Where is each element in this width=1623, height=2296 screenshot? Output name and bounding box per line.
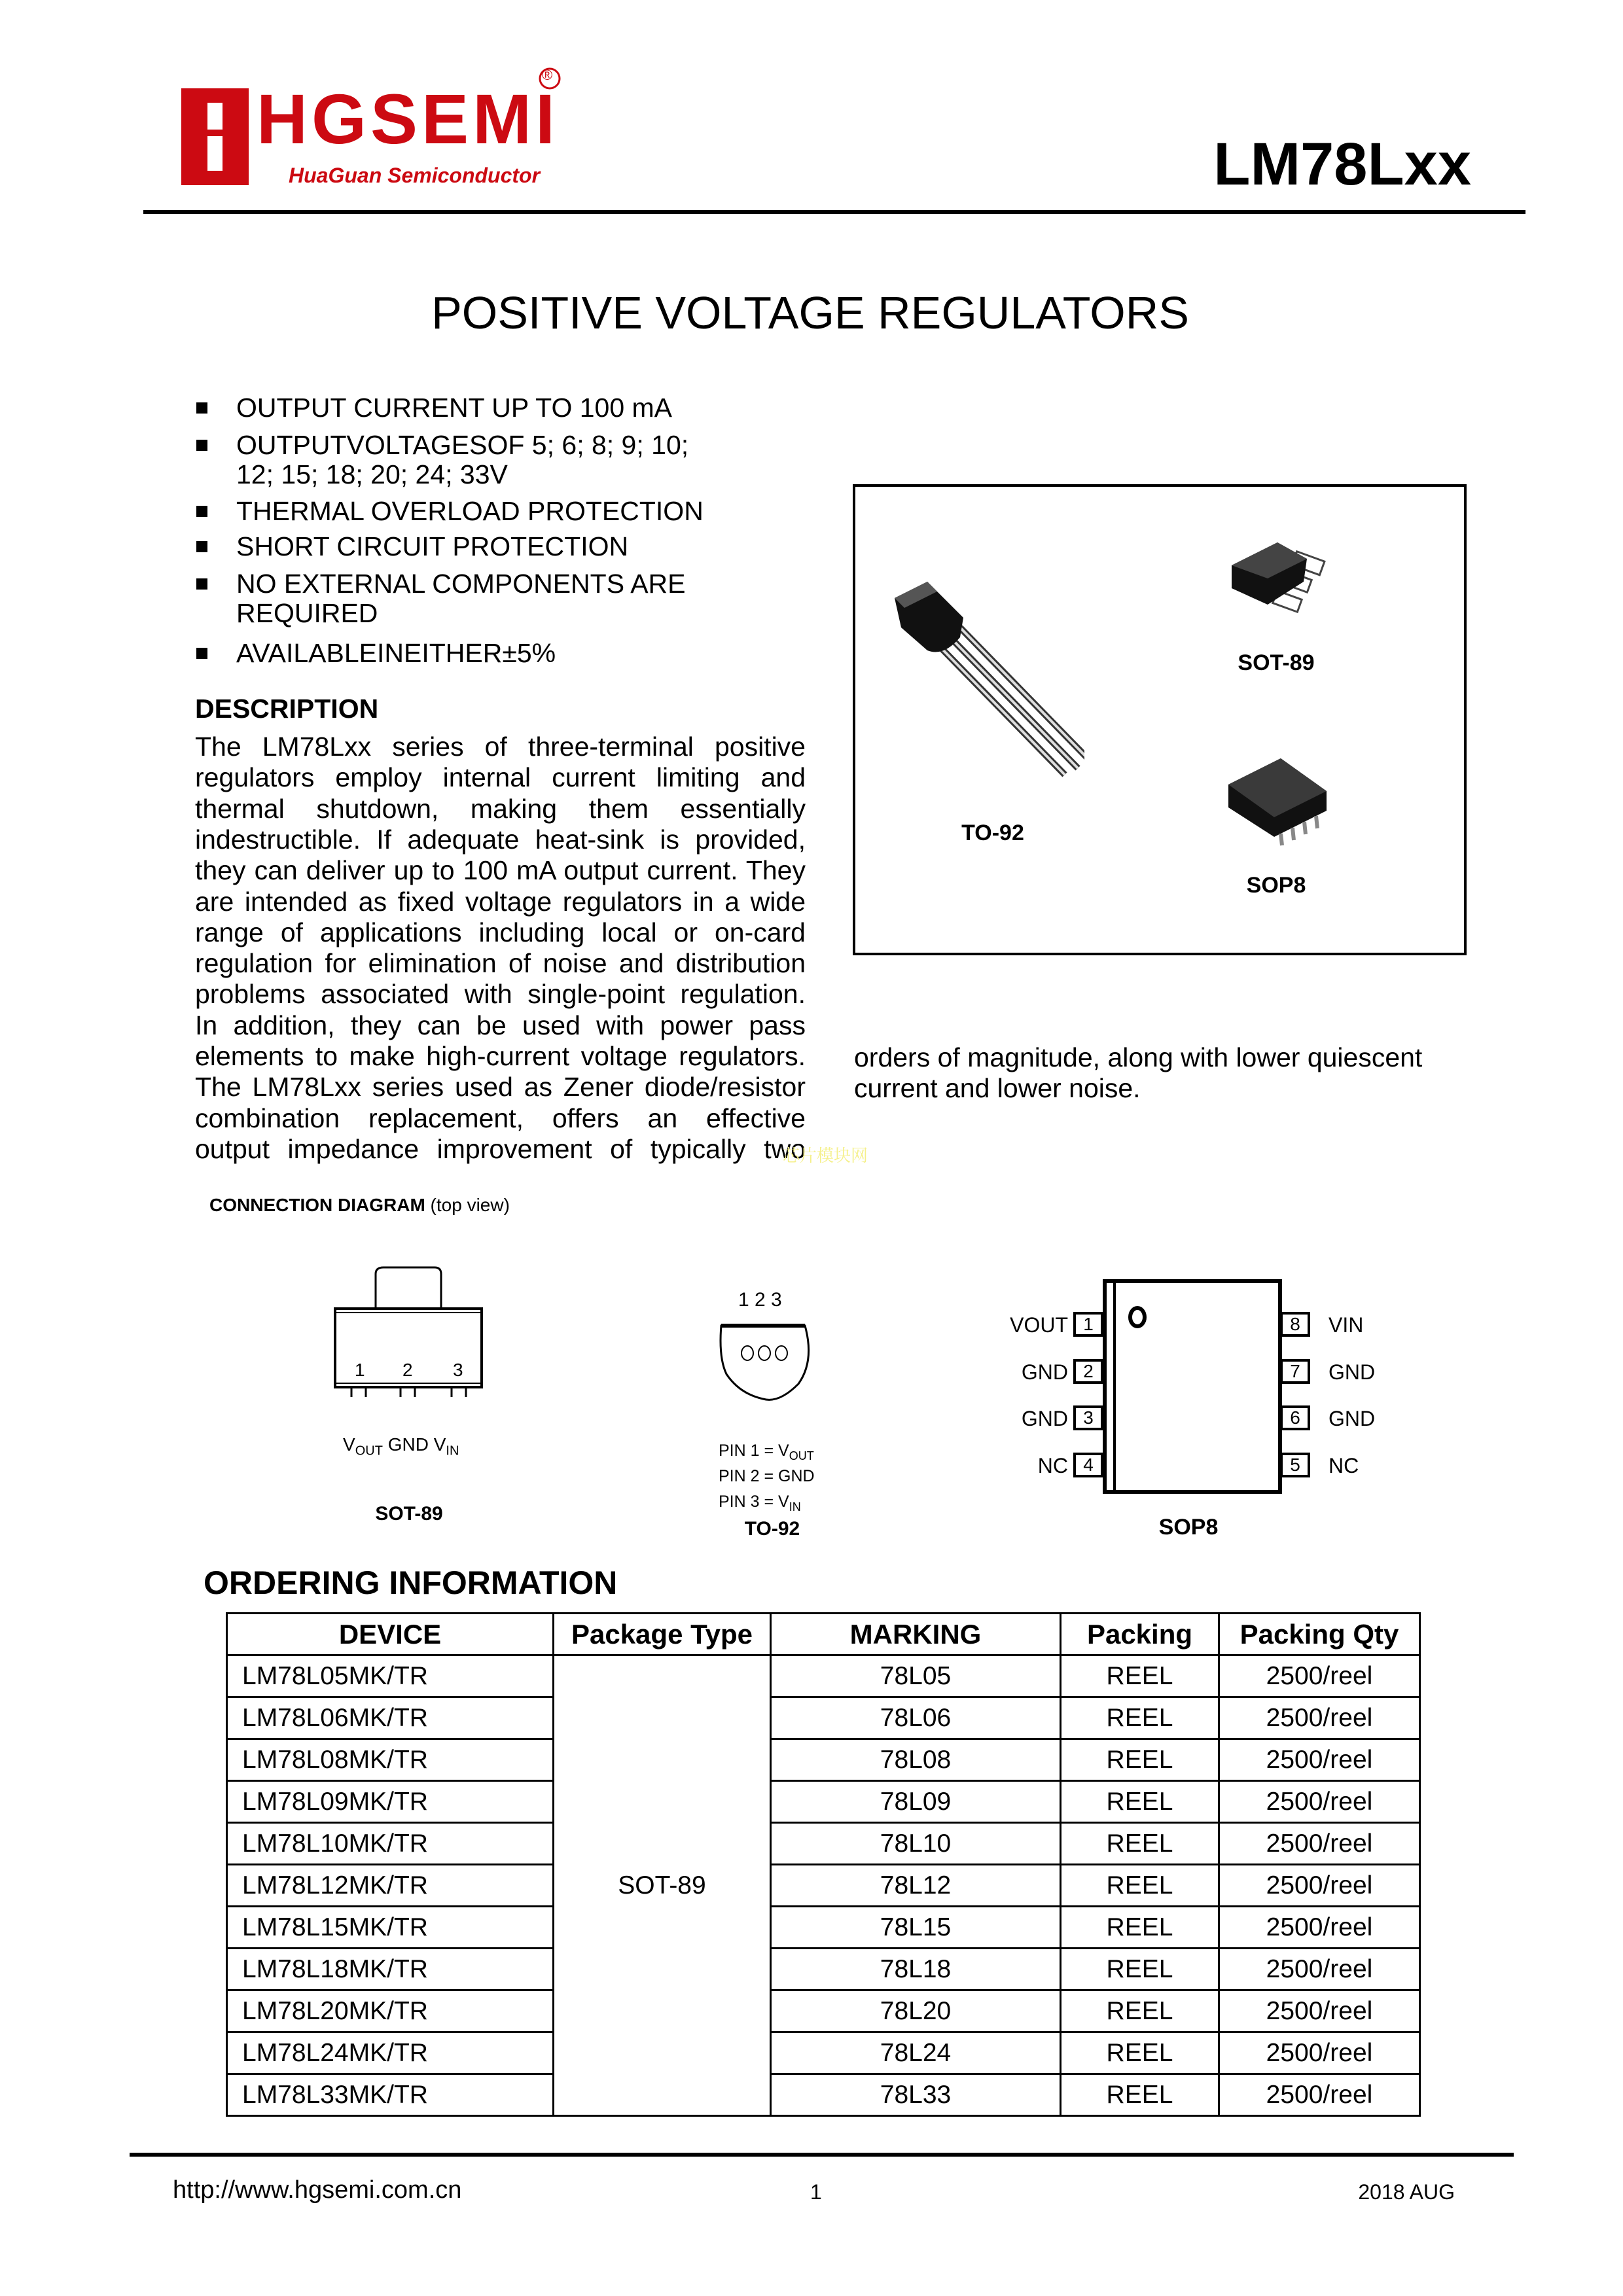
device-cell: LM78L24MK/TR xyxy=(227,2032,554,2074)
package-images-box xyxy=(853,484,1467,955)
logo-text: HGSEMI xyxy=(257,79,560,158)
description-line: are intended as fixed voltage regulators in a wide xyxy=(195,886,806,917)
table-row xyxy=(227,1697,1420,1739)
sop8-package-image xyxy=(1222,755,1333,847)
feature-text: AVAILABLEINEITHER±5% xyxy=(236,638,556,668)
to92-label: TO-92 xyxy=(961,821,1024,845)
sop8-pin-1: 1 xyxy=(1073,1312,1103,1337)
vout-label: V xyxy=(343,1434,355,1455)
packing-qty-cell: 2500/reel xyxy=(1219,1697,1420,1739)
connection-heading: CONNECTION DIAGRAM xyxy=(209,1195,425,1215)
connection-subheading: (top view) xyxy=(430,1195,510,1215)
feature-text: SHORT CIRCUIT PROTECTION xyxy=(236,531,629,561)
description-line: elements to make high-current voltage regulators. xyxy=(195,1041,806,1071)
vin-subscript: IN xyxy=(446,1443,459,1458)
marking-cell: 78L10 xyxy=(771,1823,1061,1865)
marking-cell: 78L06 xyxy=(771,1697,1061,1739)
packing-cell: REEL xyxy=(1061,1697,1219,1739)
table-row xyxy=(227,1823,1420,1865)
bullet-icon xyxy=(196,402,207,414)
sop8-pin-label: GND xyxy=(1021,1407,1068,1430)
packing-qty-cell: 2500/reel xyxy=(1219,1823,1420,1865)
marking-cell: 78L05 xyxy=(771,1655,1061,1697)
sot89-pinout-diagram xyxy=(327,1266,497,1541)
package-type-cell: SOT-89 xyxy=(554,1655,771,2116)
packing-qty-cell: 2500/reel xyxy=(1219,1781,1420,1823)
bullet-icon xyxy=(196,541,207,552)
description-line: thermal shutdown, making them essentially xyxy=(195,793,806,824)
to92-pinout-diagram xyxy=(713,1289,883,1544)
device-cell: LM78L20MK/TR xyxy=(227,1990,554,2032)
packing-cell: REEL xyxy=(1061,1865,1219,1907)
device-cell: LM78L33MK/TR xyxy=(227,2074,554,2116)
packing-cell: REEL xyxy=(1061,2032,1219,2074)
footer-date: 2018 AUG xyxy=(1358,2180,1455,2204)
column-header: Package Type xyxy=(554,1614,771,1655)
vout-subscript: OUT xyxy=(355,1443,383,1458)
sop8-pin-label: NC xyxy=(1329,1454,1359,1477)
logo-registered-mark: ® xyxy=(542,67,553,83)
sot89-pin-labels xyxy=(343,1434,459,1459)
sop8-label: SOP8 xyxy=(1246,873,1306,898)
sop8-pin-3: 3 xyxy=(1073,1405,1103,1430)
sot89-pin-number: 1 xyxy=(355,1360,365,1380)
column-header: DEVICE xyxy=(227,1614,554,1655)
to92-pin-line xyxy=(719,1441,815,1466)
column-header: Packing Qty xyxy=(1219,1614,1420,1655)
ordering-heading: ORDERING INFORMATION xyxy=(204,1564,618,1601)
sop8-pin-4: 4 xyxy=(1073,1453,1103,1477)
continuation-line: current and lower noise. xyxy=(854,1073,1141,1104)
packing-cell: REEL xyxy=(1061,1739,1219,1781)
sop8-pin-5: 5 xyxy=(1280,1453,1310,1477)
pin-subscript: OUT xyxy=(789,1449,814,1462)
to92-pin-line xyxy=(719,1466,815,1492)
description-line: regulators employ internal current limiting and xyxy=(195,762,806,793)
marking-cell: 78L15 xyxy=(771,1907,1061,1949)
table-row xyxy=(227,1949,1420,1990)
ordering-table xyxy=(226,1612,1421,2117)
device-cell: LM78L18MK/TR xyxy=(227,1949,554,1990)
device-cell: LM78L12MK/TR xyxy=(227,1865,554,1907)
footer-url[interactable]: http://www.hgsemi.com.cn xyxy=(173,2176,462,2204)
to92-package-image xyxy=(888,578,1084,794)
vin-label: V xyxy=(433,1434,446,1455)
marking-cell: 78L18 xyxy=(771,1949,1061,1990)
sot89-diagram-label: SOT-89 xyxy=(375,1503,443,1525)
part-number: LM78Lxx xyxy=(1213,131,1471,198)
packing-cell: REEL xyxy=(1061,1823,1219,1865)
packing-qty-cell: 2500/reel xyxy=(1219,1739,1420,1781)
description-line: problems associated with single-point regulation. xyxy=(195,979,806,1010)
bullet-icon xyxy=(196,648,207,659)
sot89-package-image xyxy=(1222,536,1340,618)
marking-cell: 78L33 xyxy=(771,2074,1061,2116)
gnd-label: GND xyxy=(387,1434,429,1455)
packing-qty-cell: 2500/reel xyxy=(1219,1655,1420,1697)
logo-subtitle: HuaGuan Semiconductor xyxy=(289,164,541,187)
to92-outline xyxy=(713,1322,818,1404)
feature-text: OUTPUT CURRENT UP TO 100 mA xyxy=(236,393,673,423)
sop8-pin-label: VIN xyxy=(1329,1313,1364,1337)
device-cell: LM78L06MK/TR xyxy=(227,1697,554,1739)
watermark: 芯片模块网 xyxy=(783,1146,868,1165)
sop8-pin-label: NC xyxy=(1037,1454,1068,1477)
header-divider xyxy=(143,210,1525,214)
sop8-pin-label: VOUT xyxy=(1010,1313,1068,1337)
to92-pin-numbers: 1 2 3 xyxy=(738,1289,782,1311)
feature-text: NO EXTERNAL COMPONENTS ARE xyxy=(236,569,686,599)
column-header: MARKING xyxy=(771,1614,1061,1655)
to92-diagram-label: TO-92 xyxy=(744,1518,800,1540)
table-row xyxy=(227,1739,1420,1781)
marking-cell: 78L24 xyxy=(771,2032,1061,2074)
description-line: regulation for elimination of noise and distribution xyxy=(195,948,806,979)
packing-qty-cell: 2500/reel xyxy=(1219,1865,1420,1907)
pin-text: PIN 2 = GND xyxy=(719,1467,815,1485)
packing-qty-cell: 2500/reel xyxy=(1219,1907,1420,1949)
description-line: The LM78Lxx series of three-terminal positive xyxy=(195,732,806,762)
to92-pin-assignments xyxy=(719,1441,815,1517)
sop8-diagram-label: SOP8 xyxy=(1158,1515,1219,1540)
marking-cell: 78L12 xyxy=(771,1865,1061,1907)
description-line: they can deliver up to 100 mA output current. They xyxy=(195,855,806,886)
sop8-pinout-diagram xyxy=(982,1279,1440,1547)
marking-cell: 78L20 xyxy=(771,1990,1061,2032)
description-line: output impedance improvement of typically two xyxy=(195,1133,806,1164)
device-cell: LM78L05MK/TR xyxy=(227,1655,554,1697)
page-title: POSITIVE VOLTAGE REGULATORS xyxy=(431,287,1189,338)
footer-divider xyxy=(130,2153,1514,2157)
device-cell: LM78L09MK/TR xyxy=(227,1781,554,1823)
company-logo xyxy=(180,64,566,192)
sot89-pin-number: 2 xyxy=(402,1360,413,1380)
column-header: Packing xyxy=(1061,1614,1219,1655)
pin-text: PIN 3 = V xyxy=(719,1492,789,1511)
table-header-row xyxy=(227,1614,1420,1655)
table-row xyxy=(227,1907,1420,1949)
pin-text: PIN 1 = V xyxy=(719,1441,789,1460)
table-row xyxy=(227,1781,1420,1823)
device-cell: LM78L08MK/TR xyxy=(227,1739,554,1781)
sop8-pin-8: 8 xyxy=(1280,1312,1310,1337)
sop8-pin-6: 6 xyxy=(1280,1405,1310,1430)
packing-cell: REEL xyxy=(1061,1949,1219,1990)
table-row xyxy=(227,2032,1420,2074)
marking-cell: 78L09 xyxy=(771,1781,1061,1823)
packing-cell: REEL xyxy=(1061,1781,1219,1823)
to92-pin-line xyxy=(719,1492,815,1517)
device-cell: LM78L10MK/TR xyxy=(227,1823,554,1865)
table-row xyxy=(227,1655,1420,1697)
packing-qty-cell: 2500/reel xyxy=(1219,1990,1420,2032)
packing-cell: REEL xyxy=(1061,2074,1219,2116)
sop8-pin-7: 7 xyxy=(1280,1359,1310,1384)
device-cell: LM78L15MK/TR xyxy=(227,1907,554,1949)
feature-text: REQUIRED xyxy=(236,598,378,628)
continuation-line: orders of magnitude, along with lower quiescent xyxy=(854,1042,1423,1072)
table-row xyxy=(227,1865,1420,1907)
packing-qty-cell: 2500/reel xyxy=(1219,2074,1420,2116)
pin-subscript: IN xyxy=(789,1500,801,1513)
marking-cell: 78L08 xyxy=(771,1739,1061,1781)
feature-text: 12; 15; 18; 20; 24; 33V xyxy=(236,459,508,489)
packing-cell: REEL xyxy=(1061,1990,1219,2032)
page-number: 1 xyxy=(810,2180,822,2204)
sot89-label: SOT-89 xyxy=(1238,650,1315,675)
packing-cell: REEL xyxy=(1061,1655,1219,1697)
description-line: The LM78Lxx series used as Zener diode/resistor xyxy=(195,1072,806,1103)
connection-diagram-heading xyxy=(209,1195,510,1216)
description-line: indestructible. If adequate heat-sink is provided, xyxy=(195,824,806,855)
sop8-pin-label: GND xyxy=(1021,1360,1068,1384)
table-row xyxy=(227,1990,1420,2032)
packing-qty-cell: 2500/reel xyxy=(1219,1949,1420,1990)
sop8-pin-label: GND xyxy=(1329,1407,1376,1430)
bullet-icon xyxy=(196,506,207,517)
description-heading: DESCRIPTION xyxy=(195,694,379,724)
sop8-pin-2: 2 xyxy=(1073,1359,1103,1384)
bullet-icon xyxy=(196,578,207,590)
description-line: range of applications including local or on-card xyxy=(195,917,806,947)
description-line: combination replacement, offers an effective xyxy=(195,1103,806,1133)
feature-text: OUTPUTVOLTAGESOF 5; 6; 8; 9; 10; xyxy=(236,430,689,460)
feature-text: THERMAL OVERLOAD PROTECTION xyxy=(236,496,704,526)
description-line: In addition, they can be used with power pass xyxy=(195,1010,806,1040)
packing-cell: REEL xyxy=(1061,1907,1219,1949)
bullet-icon xyxy=(196,440,207,451)
table-row xyxy=(227,2074,1420,2116)
packing-qty-cell: 2500/reel xyxy=(1219,2032,1420,2074)
sop8-pin-label: GND xyxy=(1329,1360,1376,1384)
sot89-pin-number: 3 xyxy=(453,1360,463,1380)
